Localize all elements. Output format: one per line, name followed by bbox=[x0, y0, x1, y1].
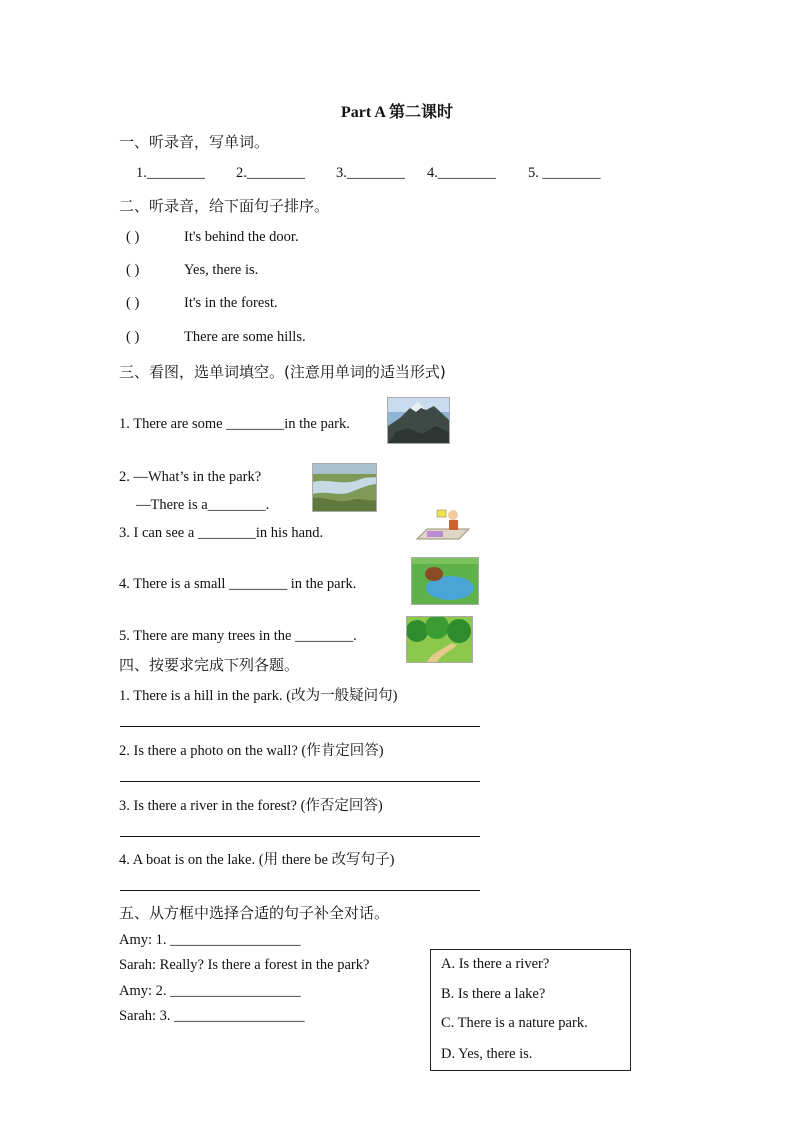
page-title: Part A 第二课时 bbox=[341, 104, 453, 121]
option-c: C. There is a nature park. bbox=[441, 1015, 588, 1031]
option-d: D. Yes, there is. bbox=[441, 1046, 533, 1062]
section4-item-1: 1. There is a hill in the park. (改为一般疑问句) bbox=[119, 688, 398, 704]
section2-bracket-1: ( ) bbox=[126, 229, 140, 245]
section1-item-4: 4.________ bbox=[427, 165, 496, 181]
photo-in-hand-picture bbox=[413, 503, 473, 545]
forest-picture bbox=[406, 616, 473, 663]
dialogue-line-3: Amy: 2. __________________ bbox=[119, 983, 301, 999]
section1-item-1: 1.________ bbox=[136, 165, 205, 181]
section2-text-4: There are some hills. bbox=[184, 329, 306, 345]
hills-picture bbox=[387, 397, 450, 444]
section1-heading: 一、听录音，写单词。 bbox=[119, 133, 270, 151]
section2-text-1: It's behind the door. bbox=[184, 229, 299, 245]
section2-heading: 二、听录音，给下面句子排序。 bbox=[119, 197, 330, 215]
dialogue-line-2: Sarah: Really? Is there a forest in the park? bbox=[119, 957, 370, 973]
dialogue-line-1: Amy: 1. __________________ bbox=[119, 932, 301, 948]
section4-item-2: 2. Is there a photo on the wall? (作肯定回答) bbox=[119, 743, 384, 759]
answer-line-4[interactable] bbox=[120, 890, 480, 891]
section3-item-3: 3. I can see a ________in his hand. bbox=[119, 525, 324, 541]
section3-item-1: 1. There are some ________in the park. bbox=[119, 416, 350, 432]
answer-line-3[interactable] bbox=[120, 836, 480, 837]
section2-text-2: Yes, there is. bbox=[184, 262, 259, 278]
section4-item-4: 4. A boat is on the lake. (用 there be 改写句子) bbox=[119, 852, 395, 868]
option-b: B. Is there a lake? bbox=[441, 986, 546, 1002]
section4-item-3: 3. Is there a river in the forest? (作否定回答) bbox=[119, 798, 383, 814]
section4-heading: 四、按要求完成下列各题。 bbox=[119, 656, 300, 674]
option-a: A. Is there a river? bbox=[441, 956, 550, 972]
section5-heading: 五、从方框中选择合适的句子补全对话。 bbox=[119, 904, 390, 922]
section3-item-4: 4. There is a small ________ in the park. bbox=[119, 576, 357, 592]
section3-item-2: 2. —What’s in the park? bbox=[119, 469, 262, 485]
river-picture bbox=[312, 463, 377, 512]
section3-item-5: 5. There are many trees in the ________. bbox=[119, 628, 357, 644]
dialogue-line-4: Sarah: 3. __________________ bbox=[119, 1008, 305, 1024]
answer-line-1[interactable] bbox=[120, 726, 480, 727]
options-box bbox=[430, 949, 631, 1071]
lake-picture bbox=[411, 557, 479, 605]
section1-item-3: 3.________ bbox=[336, 165, 405, 181]
section1-item-5: 5. ________ bbox=[528, 165, 601, 181]
section2-text-3: It's in the forest. bbox=[184, 295, 278, 311]
section2-bracket-2: ( ) bbox=[126, 262, 140, 278]
section2-bracket-4: ( ) bbox=[126, 329, 140, 345]
section3-heading: 三、看图，选单词填空。(注意用单词的适当形式) bbox=[119, 363, 446, 381]
section2-bracket-3: ( ) bbox=[126, 295, 140, 311]
answer-line-2[interactable] bbox=[120, 781, 480, 782]
section3-item-2-answer: —There is a________. bbox=[136, 497, 270, 513]
section1-item-2: 2.________ bbox=[236, 165, 305, 181]
